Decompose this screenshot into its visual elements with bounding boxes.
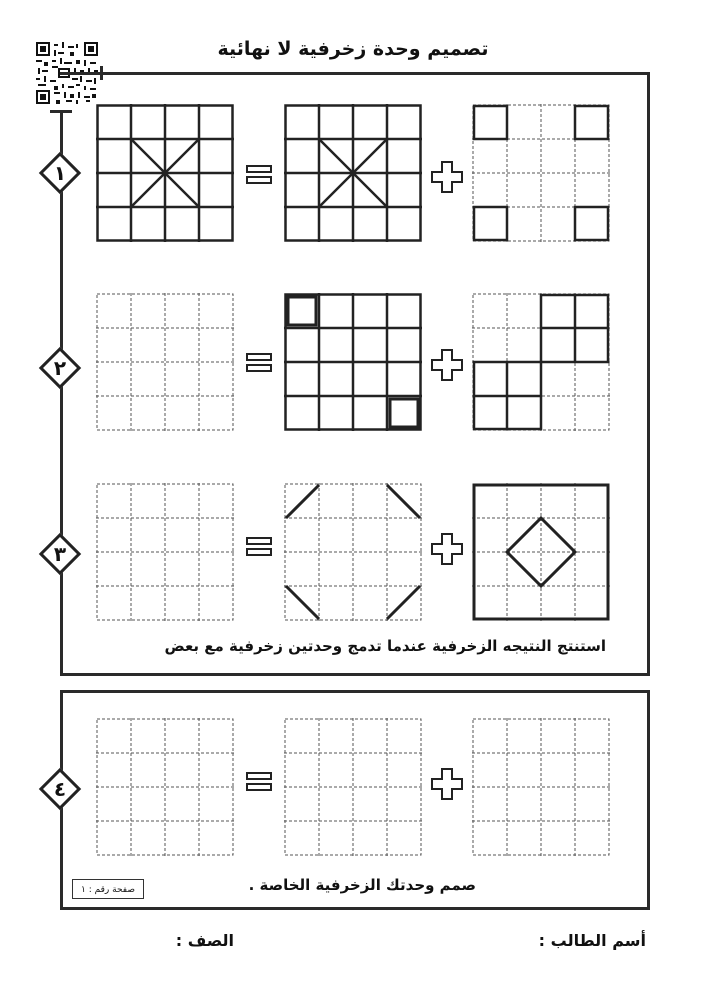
row3-result-grid xyxy=(96,483,234,621)
plus-sign xyxy=(431,349,463,385)
row1-unit-a-grid xyxy=(284,104,422,242)
row2-unit-a-grid xyxy=(284,293,422,431)
row4-result-grid xyxy=(96,718,234,856)
row2-result-grid xyxy=(96,293,234,431)
page-title: تصميم وحدة زخرفية لا نهائية xyxy=(217,38,489,60)
row1-result-grid xyxy=(96,104,234,242)
frame-top-cap xyxy=(100,66,103,80)
row2-unit-b-grid xyxy=(472,293,610,431)
row3-unit-b-grid xyxy=(472,483,610,621)
class-label: الصف : xyxy=(175,931,234,950)
frame-left-cap xyxy=(50,110,72,113)
page-number-label: صفحة رقم : ١ xyxy=(72,879,144,899)
section1-instruction: استنتج النتيجه الزخرفية عندما تدمج وحدتين زخرفية مع بعض xyxy=(164,637,606,655)
plus-sign xyxy=(431,533,463,569)
equals-sign xyxy=(246,353,272,377)
row4-unit-a-grid xyxy=(284,718,422,856)
row1-unit-b-grid xyxy=(472,104,610,242)
plus-sign xyxy=(431,768,463,804)
frame-left-line xyxy=(60,112,63,676)
equals-sign xyxy=(246,537,272,561)
section2-instruction: صمم وحدتك الزخرفية الخاصة . xyxy=(248,876,476,894)
equals-sign xyxy=(246,165,272,189)
plus-sign xyxy=(431,161,463,197)
row3-unit-a-grid xyxy=(284,483,422,621)
row4-unit-b-grid xyxy=(472,718,610,856)
frame-bottom-line xyxy=(60,673,650,676)
student-name-label: أسم الطالب : xyxy=(538,931,646,950)
equals-sign xyxy=(246,772,272,796)
